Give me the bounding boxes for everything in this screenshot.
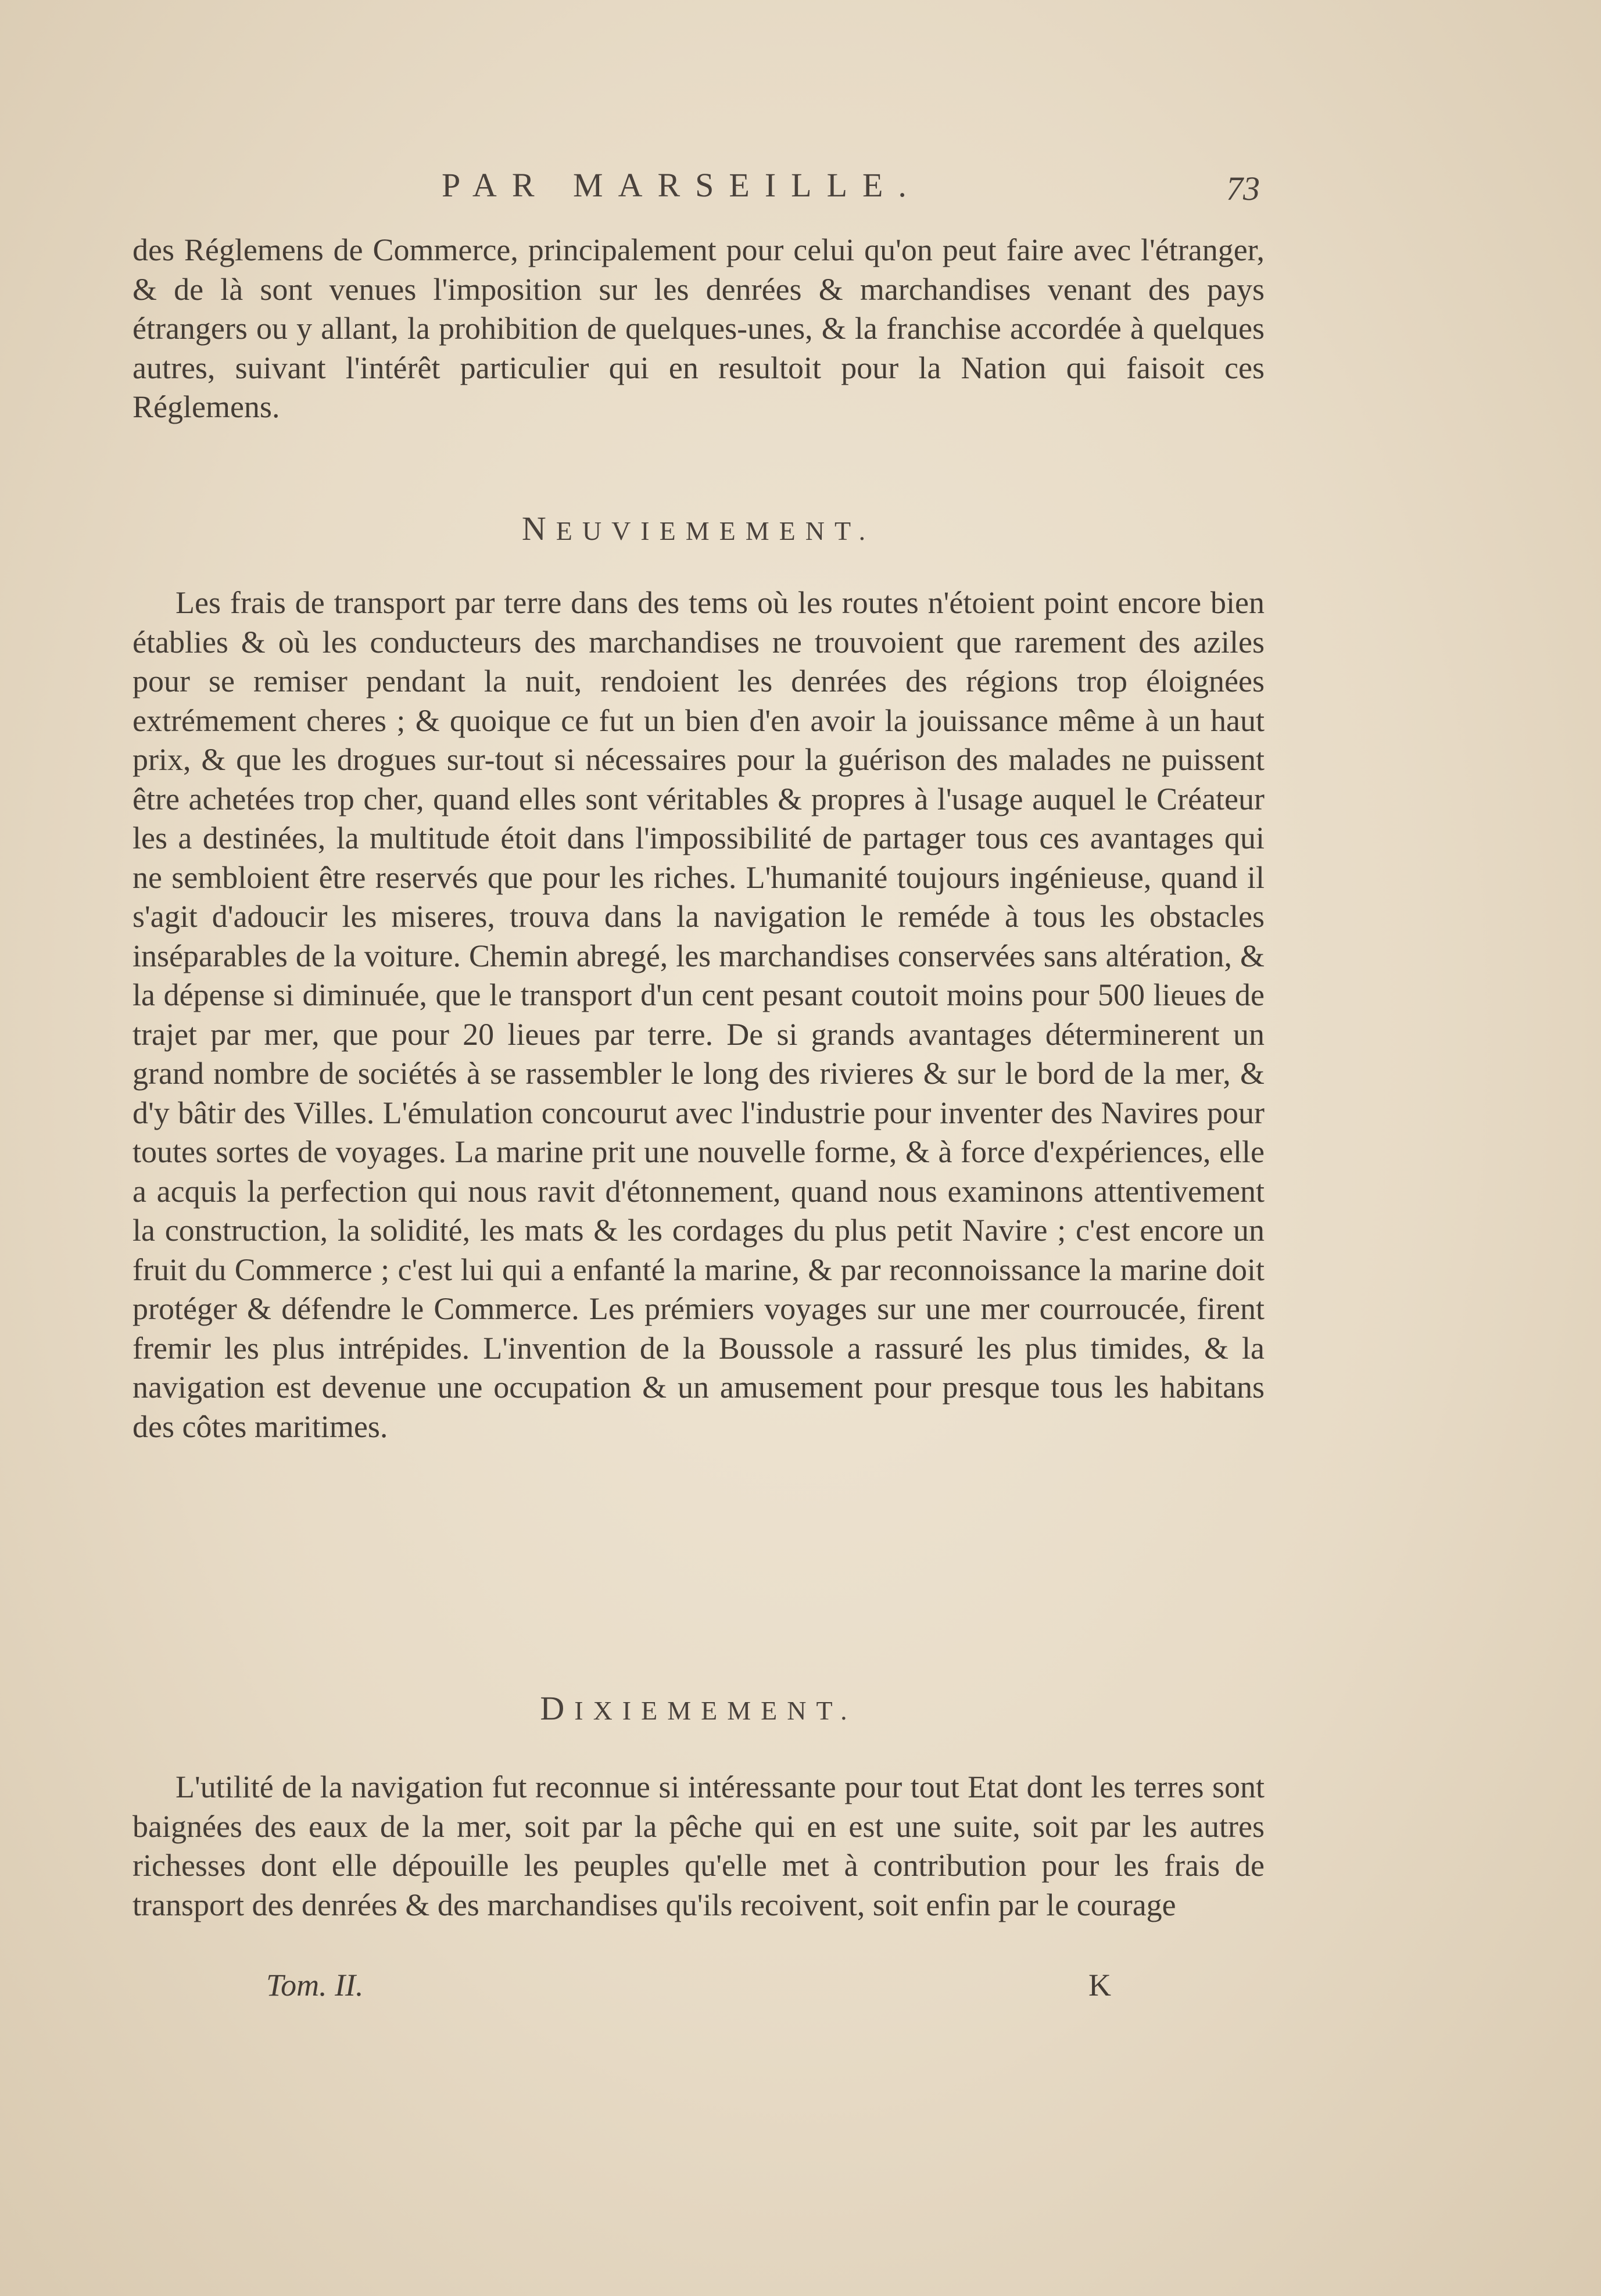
paragraph-text: L'utilité de la navigation fut reconnue si intéressante pour tout Etat dont les terres sont baignées des eaux de la mer, soit par la pêche qui en est une suite, soit par les autres richesses dont elle dépouille les peuples qu'elle met à contribution pour les frais de transport des denrées & des marchandises qu'ils recoivent, soit enfin par le courage (132, 1770, 1265, 1922)
heading-rest: EUVIEMEMENT. (556, 516, 876, 546)
page-footer (132, 1967, 1265, 2008)
heading-initial: N (521, 510, 556, 547)
running-title: PAR MARSEILLE. (442, 166, 922, 204)
running-head (134, 166, 1273, 212)
section-heading-neuviemement (132, 509, 1265, 548)
paragraph-text: Les frais de transport par terre dans des tems où les routes n'étoient point encore bien établies & où les conducteurs des marchandises ne trouvoient que rarement des aziles pour se remiser pendant la nuit, rendoient les denrées des régions trop éloignées extrémement cheres ; & quoique ce fut un bien d'en avoir la jouissance même à un haut prix, & que les drogues sur-tout si nécessaires pour la guérison des malades ne puissent être achetées trop cher, quand elles sont véritables & propres à l'usage auquel le Créateur les a destinées, la multitude étoit dans l'impossibilité de partager tous ces avantages qui ne sembloient être reservés que pour les riches. L'humanité toujours ingénieuse, quand il s'agit d'adoucir les miseres, trouva dans la navigation le reméde à tous les obstacles inséparables de la voiture. Chemin abregé, les marchandises conservées sans altération, & la dépense si diminuée, que le transport d'un cent pesant coutoit moins pour 500 lieues de trajet par mer, que pour 20 lieues par terre. De si grands avantages déterminerent un grand nombre de sociétés à se rassembler le long des rivieres & sur le bord de la mer, & d'y bâtir des Villes. L'émulation concourut avec l'industrie pour inventer des Navires pour toutes sortes de voyages. La marine prit une nouvelle forme, & à force d'expériences, elle a acquis la perfection qui nous ravit d'étonnement, quand nous examinons attentivement la construction, la solidité, les mats & les cordages du plus petit Navire ; c'est encore un fruit du Commerce ; c'est lui qui a enfanté la marine, & par reconnoissance la marine doit protéger & défendre le Commerce. Les prémiers voyages sur une mer courroucée, firent fremir les plus intrépides. L'invention de la Boussole a rassuré les plus timides, & la navigation est devenue une occupation & un amusement pour presque tous les habitans des côtes maritimes. (132, 585, 1265, 1444)
page-number: 73 (1226, 170, 1260, 207)
paragraph-neuviemement (132, 583, 1265, 1446)
heading-initial: D (540, 1689, 575, 1727)
paragraph-text: des Réglemens de Commerce, principalement pour celui qu'on peut faire avec l'étranger, & de là sont venues l'imposition sur les denrées & marchandises venant des pays étrangers ou y allant, la prohibition de quelques-unes, & la franchise accordée à quelques autres, suivant l'intérêt particulier qui en resultoit pour la Nation qui faisoit ces Réglemens. (132, 232, 1265, 424)
volume-mark: Tom. II. (266, 1968, 364, 2003)
paragraph-dixiemement (132, 1768, 1265, 1925)
heading-rest: IXIEMEMENT. (574, 1696, 857, 1725)
paragraph-continued (132, 231, 1265, 427)
signature-mark: K (1088, 1968, 1111, 2003)
section-heading-dixiemement (132, 1689, 1265, 1728)
